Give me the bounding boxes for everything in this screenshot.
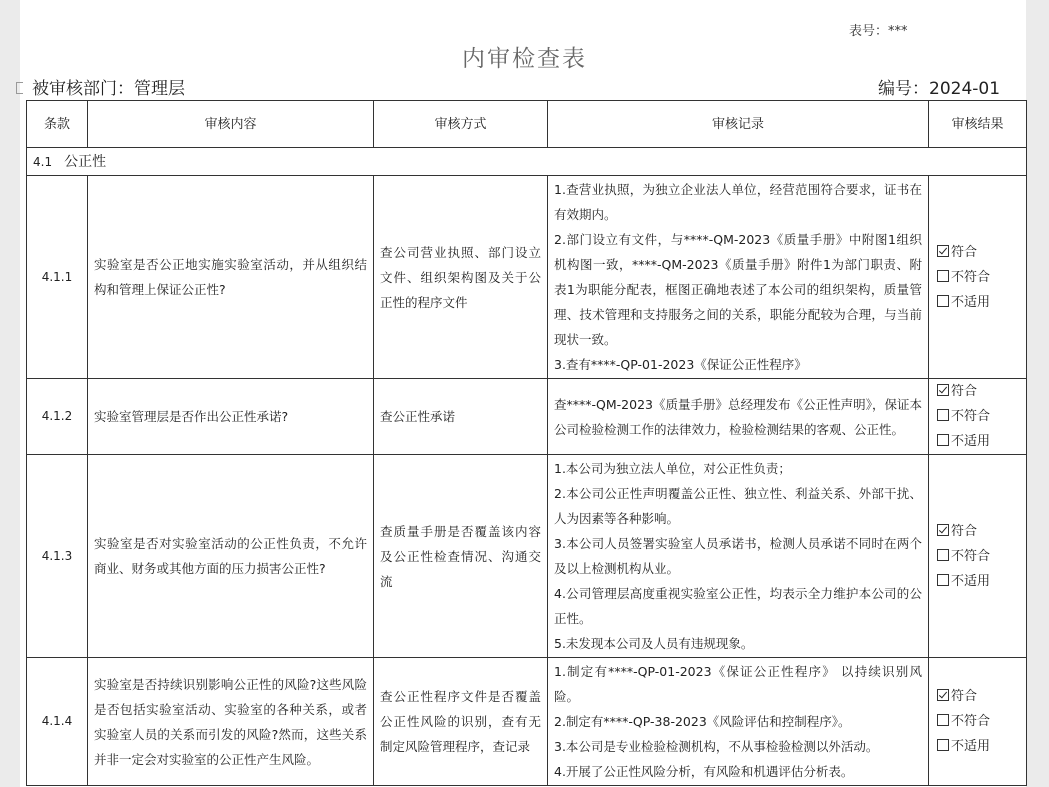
checkbox-icon[interactable] — [937, 574, 949, 586]
result-option-conform[interactable] — [937, 379, 1020, 404]
result-option-label: 符合 — [951, 244, 978, 260]
record-line: 5.未发现本公司及人员有违规现象。 — [554, 636, 754, 651]
audit-result — [929, 658, 1027, 786]
clause-number: 4.1.4 — [27, 658, 88, 786]
section-row — [27, 148, 1027, 176]
result-option-nonconform[interactable] — [937, 404, 1020, 429]
result-option-label: 不符合 — [951, 409, 991, 424]
result-option-conform[interactable] — [937, 240, 1020, 265]
column-header-content: 审核内容 — [88, 101, 374, 148]
result-option-label: 不适用 — [951, 739, 991, 754]
column-header-clause: 条款 — [27, 101, 88, 148]
record-line: 1.查营业执照，为独立企业法人单位，经营范围符合要求，证书在有效期内。 — [554, 182, 922, 222]
audit-content: 实验室是否持续识别影响公正性的风险?这些风险是否包括实验室活动、实验室的各种关系，或者实验室人员的关系而引发的风险?然而，这些关系并非一定会对实验室的公正性产生风险。 — [88, 658, 374, 786]
record-line: 4.开展了公正性风险分析，有风险和机遇评估分析表。 — [554, 764, 854, 779]
result-option-label: 符合 — [951, 689, 978, 704]
audit-records — [548, 658, 929, 786]
result-option-nonconform[interactable] — [937, 265, 1020, 290]
result-option-not-applicable[interactable] — [937, 569, 1020, 594]
checked-checkbox-icon[interactable] — [937, 524, 949, 536]
result-option-label: 不适用 — [951, 573, 991, 589]
audit-method: 查公正性承诺 — [374, 379, 548, 455]
result-option-conform[interactable] — [937, 519, 1020, 544]
checkbox-icon[interactable] — [937, 714, 949, 726]
checked-checkbox-icon[interactable] — [937, 384, 949, 396]
audit-content: 实验室是否公正地实施实验室活动，并从组织结构和管理上保证公正性? — [88, 176, 374, 379]
audit-checklist-table — [26, 100, 1027, 786]
column-header-method: 审核方式 — [374, 101, 548, 148]
table-row — [27, 379, 1027, 455]
audit-method: 查公司营业执照、部门设立文件、组织架构图及关于公正性的程序文件 — [374, 176, 548, 379]
checkbox-icon[interactable] — [937, 295, 949, 307]
result-option-not-applicable[interactable] — [937, 734, 1020, 759]
result-option-label: 不适用 — [951, 434, 991, 449]
record-line: 1.制定有****-QP-01-2023《保证公正性程序》 以持续识别风险。 — [554, 664, 922, 704]
audit-content: 实验室是否对实验室活动的公正性负责，不允许商业、财务或其他方面的压力损害公正性? — [88, 455, 374, 658]
record-line: 2.本公司公正性声明覆盖公正性、独立性、利益关系、外部干扰、人为因素等各种影响。 — [554, 486, 922, 526]
paragraph-marker-icon — [16, 82, 23, 94]
section-number: 4.1 — [33, 154, 53, 169]
column-header-records: 审核记录 — [548, 101, 929, 148]
table-header-row — [27, 101, 1027, 148]
record-line: 4.公司管理层高度重视实验室公正性，均表示全力维护本公司的公正性。 — [554, 586, 922, 626]
result-option-nonconform[interactable] — [937, 544, 1020, 569]
result-option-conform[interactable] — [937, 684, 1020, 709]
audit-result — [929, 176, 1027, 379]
result-option-label: 符合 — [951, 384, 978, 399]
result-option-label: 不符合 — [951, 714, 991, 729]
clause-number: 4.1.2 — [27, 379, 88, 455]
checkbox-icon[interactable] — [937, 409, 949, 421]
checked-checkbox-icon[interactable] — [937, 689, 949, 701]
checkbox-icon[interactable] — [937, 434, 949, 446]
document-number: 编号：2024-01 — [878, 79, 1001, 99]
audit-method: 查公正性程序文件是否覆盖公正性风险的识别，查有无制定风险管理程序，查记录 — [374, 658, 548, 786]
record-line: 2.制定有****-QP-38-2023《风险评估和控制程序》。 — [554, 714, 851, 729]
document-title: 内审检查表 — [462, 46, 587, 72]
audited-department: 被审核部门：管理层 — [32, 79, 185, 99]
result-option-label: 不适用 — [951, 294, 991, 310]
record-line: 2.部门设立有文件，与****-QM-2023《质量手册》中附图1组织机构图一致，****-QM-2023《质量手册》附件1为部门职责、附表1为职能分配表，框图正确地表述了本公司的组织架构，质量管理、技术管理和支持服务之间的关系，职能分配较为合理，与当前现状一致。 — [554, 232, 922, 347]
record-line: 3.本公司是专业检验检测机构，不从事检验检测以外活动。 — [554, 739, 879, 754]
audit-method: 查质量手册是否覆盖该内容及公正性检查情况、沟通交流 — [374, 455, 548, 658]
audit-content: 实验室管理层是否作出公正性承诺? — [88, 379, 374, 455]
table-row — [27, 176, 1027, 379]
result-option-nonconform[interactable] — [937, 709, 1020, 734]
result-option-not-applicable[interactable] — [937, 290, 1020, 315]
result-option-label: 不符合 — [951, 548, 991, 564]
record-line: 3.查有****-QP-01-2023《保证公正性程序》 — [554, 357, 807, 372]
audit-result — [929, 379, 1027, 455]
table-row — [27, 455, 1027, 658]
record-line: 1.本公司为独立法人单位，对公正性负责； — [554, 461, 791, 476]
section-cell — [27, 148, 1027, 176]
audit-result — [929, 455, 1027, 658]
clause-number: 4.1.1 — [27, 176, 88, 379]
audit-records — [548, 176, 929, 379]
result-option-label: 不符合 — [951, 269, 991, 285]
column-header-result: 审核结果 — [929, 101, 1027, 148]
checkbox-icon[interactable] — [937, 270, 949, 282]
audit-records — [548, 379, 929, 455]
checkbox-icon[interactable] — [937, 739, 949, 751]
result-option-not-applicable[interactable] — [937, 429, 1020, 454]
table-row — [27, 658, 1027, 786]
record-line: 查****-QM-2023《质量手册》总经理发布《公正性声明》，保证本公司检验检测工作的法律效力，检验检测结果的客观、公正性。 — [554, 396, 922, 437]
form-number: 表号：*** — [849, 24, 908, 39]
checked-checkbox-icon[interactable] — [937, 245, 949, 257]
section-title: 公正性 — [64, 153, 107, 170]
audit-records — [548, 455, 929, 658]
result-option-label: 符合 — [951, 523, 978, 539]
clause-number: 4.1.3 — [27, 455, 88, 658]
record-line: 3.本公司人员签署实验室人员承诺书，检测人员承诺不同时在两个及以上检测机构从业。 — [554, 536, 922, 576]
checkbox-icon[interactable] — [937, 549, 949, 561]
